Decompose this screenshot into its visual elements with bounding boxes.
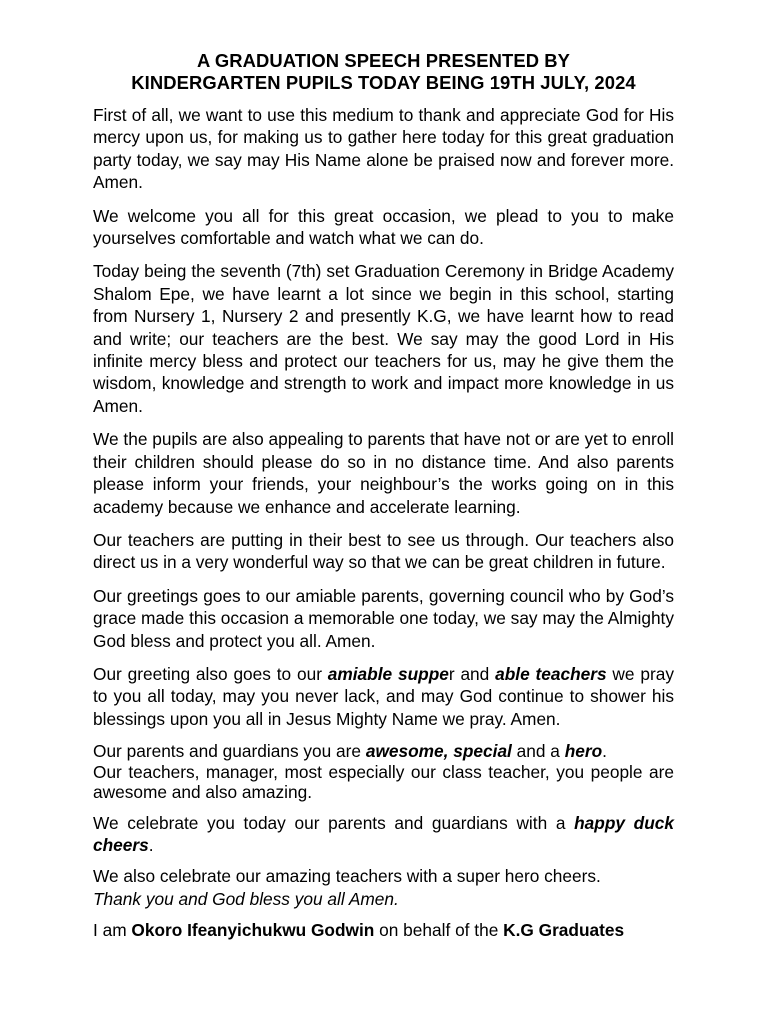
paragraph-celebrate-parents bbox=[93, 812, 674, 857]
celebrate-teachers-text: We also celebrate our amazing teachers with a super hero cheers. bbox=[93, 866, 601, 887]
signature-text-a: I am bbox=[93, 920, 132, 941]
title-line-1: A GRADUATION SPEECH PRESENTED BY bbox=[196, 50, 571, 71]
paragraph-parents-guardians bbox=[93, 741, 674, 803]
paragraph-teachers: Our teachers are putting in their best to see us through. Our teachers also direct us in a very wonderful way so that we can be great children in future. bbox=[93, 529, 674, 573]
paragraph-celebrate-teachers bbox=[93, 865, 674, 910]
paragraph-welcome: We welcome you all for this great occasion, we plead to you to make yourselves comfortable and watch what we can do. bbox=[93, 205, 674, 249]
paragraph-thanks: First of all, we want to use this medium to thank and appreciate God for His mercy upon us, for making us to gather here today for this great graduation party today, we say may His Name alone be praised now and forever more. Amen. bbox=[93, 105, 674, 193]
signature-text-b: on behalf of the bbox=[374, 920, 504, 941]
celebrate-bold: happy duck cheers bbox=[93, 812, 675, 856]
paragraph-appeal: We the pupils are also appealing to parents that have not or are yet to enroll their children should please do so in no distance time. And also parents please inform your friends, your neighbour’s the works going on in this academy because we enhance and accelerate learning. bbox=[93, 429, 674, 517]
greeting-supper-text-b: r and bbox=[448, 663, 496, 684]
page-title bbox=[93, 50, 674, 94]
title-line-2: KINDERGARTEN PUPILS TODAY BEING 19TH JULY, 2024 bbox=[131, 72, 636, 93]
celebrate-text-a: We celebrate you today our parents and guardians with a bbox=[93, 812, 575, 833]
greeting-supper-text-a: Our greeting also goes to our bbox=[93, 663, 328, 684]
graduates-label: K.G Graduates bbox=[503, 920, 625, 941]
paragraph-signature bbox=[93, 919, 674, 941]
parents-bold-a: awesome, special bbox=[365, 741, 512, 762]
parents-text-teachers: Our teachers, manager, most especially our class teacher, you people are awesome and also amazing. bbox=[93, 761, 674, 803]
parents-text-a: Our parents and guardians you are bbox=[93, 741, 366, 762]
speaker-name: Okoro Ifeanyichukwu Godwin bbox=[131, 920, 375, 941]
greeting-supper-bold-b: able teachers bbox=[495, 663, 607, 684]
greeting-supper-bold-a: amiable suppe bbox=[327, 663, 449, 684]
parents-text-c: . bbox=[602, 741, 607, 762]
paragraph-seventh-set: Today being the seventh (7th) set Graduation Ceremony in Bridge Academy Shalom Epe, we have learnt a lot since we begin in this school, starting from Nursery 1, Nursery 2 and presently K.G, we have learnt how to read and write; our teachers are the best. We say may the good Lord in His infinite mercy bless and protect our teachers for us, may he give them the wisdom, knowledge and strength to work and impact more knowledge in us Amen. bbox=[93, 261, 674, 416]
thank-you-text: Thank you and God bless you all Amen. bbox=[93, 888, 399, 909]
parents-text-b: and a bbox=[511, 741, 565, 762]
paragraph-greetings: Our greetings goes to our amiable parents, governing council who by God’s grace made this occasion a memorable one today, we say may the Almighty God bless and protect you all. Amen. bbox=[93, 585, 674, 651]
celebrate-text-b: . bbox=[148, 835, 154, 856]
parents-bold-b: hero bbox=[564, 741, 603, 762]
paragraph-greeting-supper bbox=[93, 663, 674, 730]
greeting-supper-text-c: we pray to you all today, may you never lack, and may God continue to shower his blessings upon you all in Jesus Mighty Name we pray. Amen. bbox=[93, 663, 674, 729]
